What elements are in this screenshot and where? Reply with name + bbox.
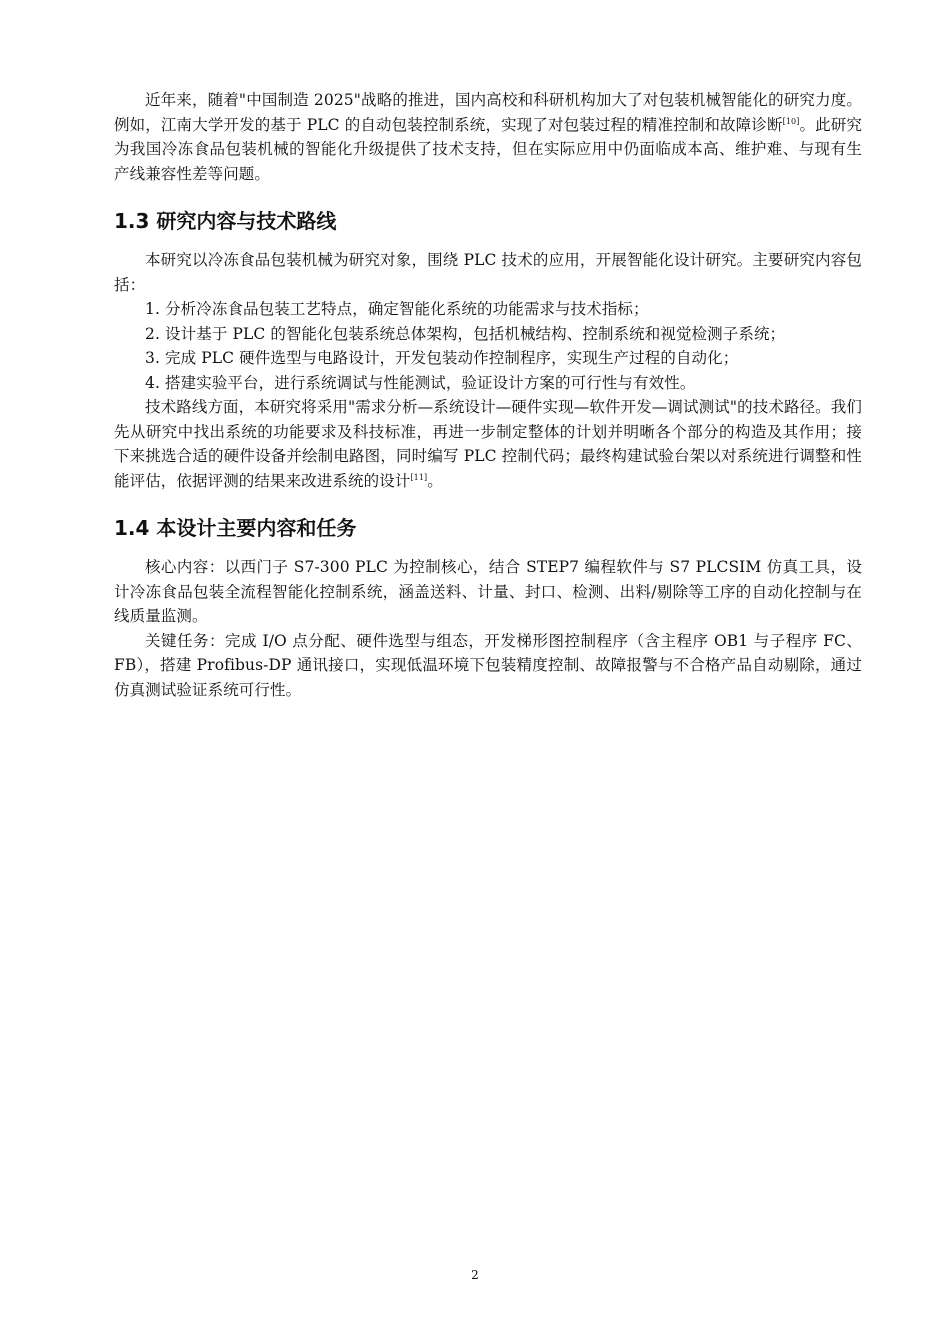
technical-route-paragraph: [114, 395, 862, 493]
key-tasks-paragraph: 关键任务：完成 I/O 点分配、硬件选型与组态，开发梯形图控制程序（含主程序 OB1 与子程序 FC、FB），搭建 Profibus-DP 通讯接口，实现低温环境下包装精度控制、故障报警与不合格产品自动剔除，通过仿真测试验证系统可行性。: [114, 631, 862, 699]
research-item-2: 2. 设计基于 PLC 的智能化包装系统总体架构，包括机械结构、控制系统和视觉检测子系统；: [145, 324, 786, 343]
intro-tail: 。此研究为我国冷冻食品包装机械的智能化升级提供了技术支持，但在实际应用中仍面临成本高、维护难、与现有生产线兼容性差等问题。: [114, 115, 862, 183]
research-item-3: 3. 完成 PLC 硬件选型与电路设计，开发包装动作控制程序，实现生产过程的自动化；: [145, 349, 739, 367]
section-heading-1-4: 1.4 本设计主要内容和任务: [114, 516, 357, 540]
technical-route-tail: 。: [427, 471, 443, 490]
page-number: 2: [471, 1268, 479, 1282]
research-content-intro: 本研究以冷冻食品包装机械为研究对象，围绕 PLC 技术的应用，开展智能化设计研究。主要研究内容包括：: [114, 251, 862, 294]
technical-route-text: 技术路线方面，本研究将采用"需求分析—系统设计—硬件实现—软件开发—调试测试"的技术路径。我们先从研究中找出系统的功能要求及科技标准，再进一步制定整体的计划并明晰各个部分的构造及其作用；接下来挑选合适的硬件设备并绘制电路图，同时编写 PLC 控制代码；最终构建试验台架以对系统进行调整和性能评估，依据评测的结果来改进系统的设计: [114, 398, 862, 490]
research-item-1: 1. 分析冷冻食品包装工艺特点，确定智能化系统的功能需求与技术指标；: [145, 300, 649, 318]
intro-paragraph: [114, 88, 862, 186]
document-page: [114, 88, 862, 702]
core-content-paragraph: 核心内容：以西门子 S7-300 PLC 为控制核心，结合 STEP7 编程软件与 S7 PLCSIM 仿真工具，设计冷冻食品包装全流程智能化控制系统，涵盖送料、计量、封口、检测、出料/剔除等工序的自动化控制与在线质量监测。: [114, 558, 862, 625]
research-item-4: 4. 搭建实验平台，进行系统调试与性能测试，验证设计方案的可行性与有效性。: [145, 373, 696, 392]
citation-11: [11]: [410, 472, 428, 482]
intro-text: 近年来，随着"中国制造 2025"战略的推进，国内高校和科研机构加大了对包装机械智能化的研究力度。例如，江南大学开发的基于 PLC 的自动包装控制系统，实现了对包装过程的精准控制和故障诊断: [114, 91, 862, 134]
citation-10: [10]: [782, 116, 800, 126]
section-heading-1-3: 1.3 研究内容与技术路线: [114, 209, 337, 233]
